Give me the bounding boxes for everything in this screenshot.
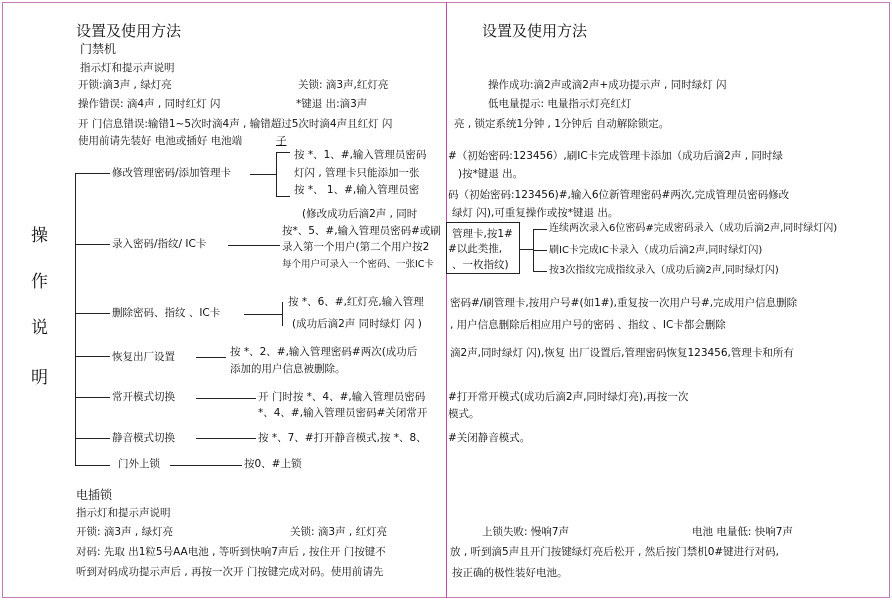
tree-branch-7 bbox=[75, 465, 110, 466]
elock-pair-b1: 放 , 听到滴5声且开门按键绿灯亮后松开 , 然后按门禁机0#键进行对码, bbox=[450, 546, 780, 558]
op6-left-1: 按 *、7、#打开静音模式,按 *、8、 bbox=[258, 432, 427, 444]
right-title: 设置及使用方法 bbox=[482, 22, 588, 40]
elock-pair-b2: 按正确的极性装好电池。 bbox=[452, 567, 568, 579]
op2-mid-3: 、一枚指纹) bbox=[452, 259, 509, 271]
door-exit: *键退 出:滴3声 bbox=[296, 98, 368, 110]
op1-right-2: )按*键退 出。 bbox=[458, 168, 524, 180]
op1-bracket-bottom bbox=[276, 196, 290, 197]
op2-sub-password: 连续两次录入6位密码#完成密码录入（成功后滴2声,同时绿灯闪) bbox=[549, 223, 838, 234]
op5-right-2: 模式。 bbox=[448, 408, 480, 420]
op5-right-1: #打开常开模式(成功后滴2声,同时绿灯亮),再按一次 bbox=[448, 391, 689, 403]
door-lock: 关锁: 滴3声,红灯亮 bbox=[298, 79, 389, 91]
elock-subheading: 指示灯和提示声说明 bbox=[76, 507, 171, 519]
tree-branch-5 bbox=[75, 397, 110, 398]
op1-right-4: 绿灯 闪),可重复操作或按*键退 出。 bbox=[452, 207, 619, 219]
elock-pair-a2: 听到对码成功提示声后 , 再按一次开 门按键完成对码。使用前请先 bbox=[76, 566, 384, 578]
op1-left-2: 灯闪 , 管理卡只能添加一张 bbox=[294, 167, 420, 179]
op3-right-2: , 用户信息删除后相应用户号的密码 、指纹 、IC卡都会删除 bbox=[450, 319, 726, 331]
op-label-mute: 静音模式切换 bbox=[112, 432, 175, 444]
op4-left-2: 添加的用户信息被删除。 bbox=[230, 363, 346, 375]
op3-bracket bbox=[282, 302, 283, 326]
op2-sub-bottom bbox=[533, 271, 547, 272]
op-label-always-open: 常开模式切换 bbox=[112, 391, 175, 403]
op2-sub-top bbox=[533, 229, 547, 230]
tree-branch-4 bbox=[75, 356, 110, 357]
sidebar-char-1: 操 bbox=[31, 226, 48, 246]
door-battery-note-tail: 子 bbox=[276, 135, 287, 147]
op-label-enroll: 录入密码/指纹/ IC卡 bbox=[112, 238, 207, 250]
elock-lock: 关锁: 滴3声 , 红灯亮 bbox=[290, 526, 388, 538]
op4-right-1: 滴2声,同时绿灯 闪),恢复 出厂设置后,管理密码恢复123456,管理卡和所有 bbox=[450, 347, 794, 359]
door-unlock: 开锁:滴3声 , 绿灯亮 bbox=[78, 79, 172, 91]
op6-connector bbox=[196, 438, 256, 439]
op2-mid-1: 管理卡,按1# bbox=[452, 228, 513, 240]
op-label-delete: 删除密码、指纹 、IC卡 bbox=[112, 307, 221, 319]
op2-left-1: 按*、5、#,输入管理员密码#或刷 bbox=[282, 225, 441, 237]
door-info-error-a: 开 门信息错误:输错1~5次时滴4声 , 输错超过5次时滴4声且红灯 闪 bbox=[78, 118, 393, 130]
door-heading: 门禁机 bbox=[80, 42, 117, 56]
left-title: 设置及使用方法 bbox=[76, 22, 182, 40]
tree-branch-6 bbox=[75, 438, 110, 439]
op4-left-1: 按 *、2、#,输入管理密码#两次(成功后 bbox=[230, 346, 418, 358]
elock-battery-low: 电池 电量低: 快响7声 bbox=[692, 526, 793, 538]
op3-left-1: 按 *、6、#,红灯亮,输入管理 bbox=[288, 296, 424, 308]
op1-left-3: 按 *、 1、#,输入管理员密 bbox=[294, 184, 420, 196]
tree-branch-3 bbox=[75, 313, 110, 314]
tree-trunk bbox=[75, 173, 76, 466]
elock-pair-a1: 对码: 先取 出1粒5号AA电池 , 等听到快响7声后 , 按住开 门按键不 bbox=[76, 546, 386, 558]
elock-lock-fail: 上锁失败: 慢响7声 bbox=[482, 526, 570, 538]
op1-left-1: 按 *、1、#,输入管理员密码 bbox=[294, 149, 427, 161]
center-divider bbox=[446, 2, 447, 598]
op7-connector bbox=[170, 465, 242, 466]
elock-unlock: 开锁: 滴3声 , 绿灯亮 bbox=[76, 526, 174, 538]
op1-bracket bbox=[276, 152, 277, 196]
op2-sub-stem bbox=[520, 249, 533, 250]
op3-left-2: (成功后滴2声 同时绿灯 闪 ) bbox=[292, 318, 422, 330]
op1-note: (修改成功后滴2声 , 同时 bbox=[302, 208, 418, 220]
elock-heading: 电插锁 bbox=[76, 488, 113, 502]
door-success: 操作成功:滴2声或滴2声+成功提示声 , 同时绿灯 闪 bbox=[488, 79, 727, 91]
op4-connector bbox=[196, 357, 226, 358]
op-label-admin: 修改管理密码/添加管理卡 bbox=[112, 167, 232, 179]
op2-mid-2: #以此类推, bbox=[448, 243, 503, 255]
door-info-error-b: 亮 , 锁定系统1分钟 , 1分钟后 自动解除锁定。 bbox=[454, 118, 670, 130]
op6-right-1: #关闭静音模式。 bbox=[448, 432, 531, 444]
op5-left-2: *、4、#,输入管理员密码#关闭常开 bbox=[258, 407, 428, 419]
door-battery-note: 使用前请先装好 电池或插好 电池端 bbox=[78, 135, 243, 147]
op5-connector bbox=[196, 398, 256, 399]
op-label-lock-outside: 门外上锁 bbox=[118, 458, 160, 470]
op1-right-3: 码（初始密码:123456)#,输入6位新管理密码#两次,完成管理员密码修改 bbox=[448, 189, 790, 201]
op3-right-1: 密码#/刷管理卡,按用户号#(如1#),重复按一次用户号#,完成用户信息删除 bbox=[450, 297, 798, 309]
op2-connector bbox=[228, 245, 280, 246]
door-error: 操作错误: 滴4声 , 同时红灯 闪 bbox=[78, 98, 221, 110]
sidebar-char-4: 明 bbox=[31, 368, 48, 388]
op2-left-3: 每个用户可录入一个密码、一张IC卡 bbox=[282, 259, 434, 270]
op7-left-1: 按0、#上锁 bbox=[244, 458, 302, 470]
op3-connector bbox=[244, 314, 282, 315]
op2-sub-mid bbox=[533, 250, 547, 251]
sidebar-char-2: 作 bbox=[31, 272, 48, 292]
op1-connector bbox=[250, 174, 276, 175]
op2-sub-card: 刷IC卡完成IC卡录入（成功后滴2声,同时绿灯闪) bbox=[549, 245, 763, 256]
sidebar-char-3: 说 bbox=[31, 318, 48, 338]
op5-left-1: 开 门时按 *、4、#,输入管理员密码 bbox=[258, 391, 426, 403]
tree-branch-2 bbox=[75, 244, 110, 245]
door-low-battery: 低电量提示: 电量指示灯亮红灯 bbox=[488, 98, 632, 110]
op2-sub-fingerprint: 按3次指纹完成指纹录入（成功后滴2声,同时绿灯闪) bbox=[549, 265, 779, 276]
op1-right-1: #（初始密码:123456）,刷IC卡完成管理卡添加（成功后滴2声 , 同时绿 bbox=[448, 150, 783, 162]
op-label-reset: 恢复出厂设置 bbox=[112, 351, 175, 363]
door-subheading: 指示灯和提示声说明 bbox=[80, 62, 175, 74]
op1-bracket-top bbox=[276, 152, 290, 153]
tree-branch-1 bbox=[75, 173, 110, 174]
op2-left-2: 录入第一个用户(第二个用户按2 bbox=[282, 241, 430, 253]
